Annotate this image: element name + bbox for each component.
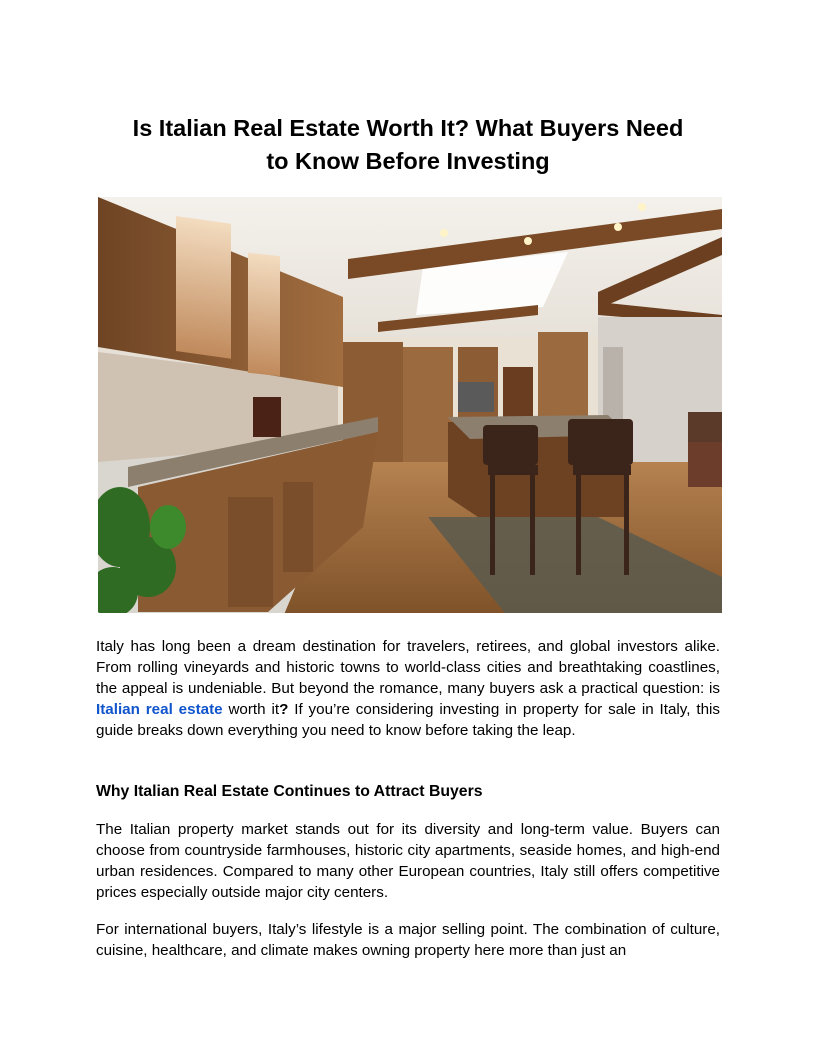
italian-real-estate-link[interactable]: Italian real estate bbox=[96, 701, 223, 718]
intro-paragraph bbox=[96, 636, 720, 741]
intro-text-middle: worth it bbox=[222, 701, 280, 718]
intro-text-before-link: Italy has long been a dream destination for travelers, retirees, and global investors alike. From rolling vineyards and historic towns to world-class cities and breathtaking coastlines, the appeal is undeniable. But beyond the romance, many buyers ask a practical question: is bbox=[96, 638, 720, 697]
intro-question-mark: ? bbox=[279, 701, 289, 718]
kitchen-illustration bbox=[98, 197, 722, 613]
intro-text-after: If you’re considering investing in property for sale in Italy, this guide breaks down everything you need to know before taking the leap. bbox=[96, 701, 720, 739]
market-paragraph: The Italian property market stands out for its diversity and long-term value. Buyers can choose from countryside farmhouses, historic city apartments, seaside homes, and high-end urban residences. Compared to many other European countries, Italy still offers competitive prices especially outside major city centers. bbox=[96, 821, 720, 901]
title-line-1: Is Italian Real Estate Worth It? What Buyers Need bbox=[132, 115, 684, 141]
title-line-2: to Know Before Investing bbox=[266, 148, 550, 174]
kitchen-photo bbox=[98, 197, 722, 613]
section-heading: Why Italian Real Estate Continues to Attract Buyers bbox=[96, 783, 483, 800]
document-title bbox=[96, 112, 720, 178]
lifestyle-paragraph: For international buyers, Italy’s lifestyle is a major selling point. The combination of culture, cuisine, healthcare, and climate makes owning property here more than just an bbox=[96, 921, 720, 959]
